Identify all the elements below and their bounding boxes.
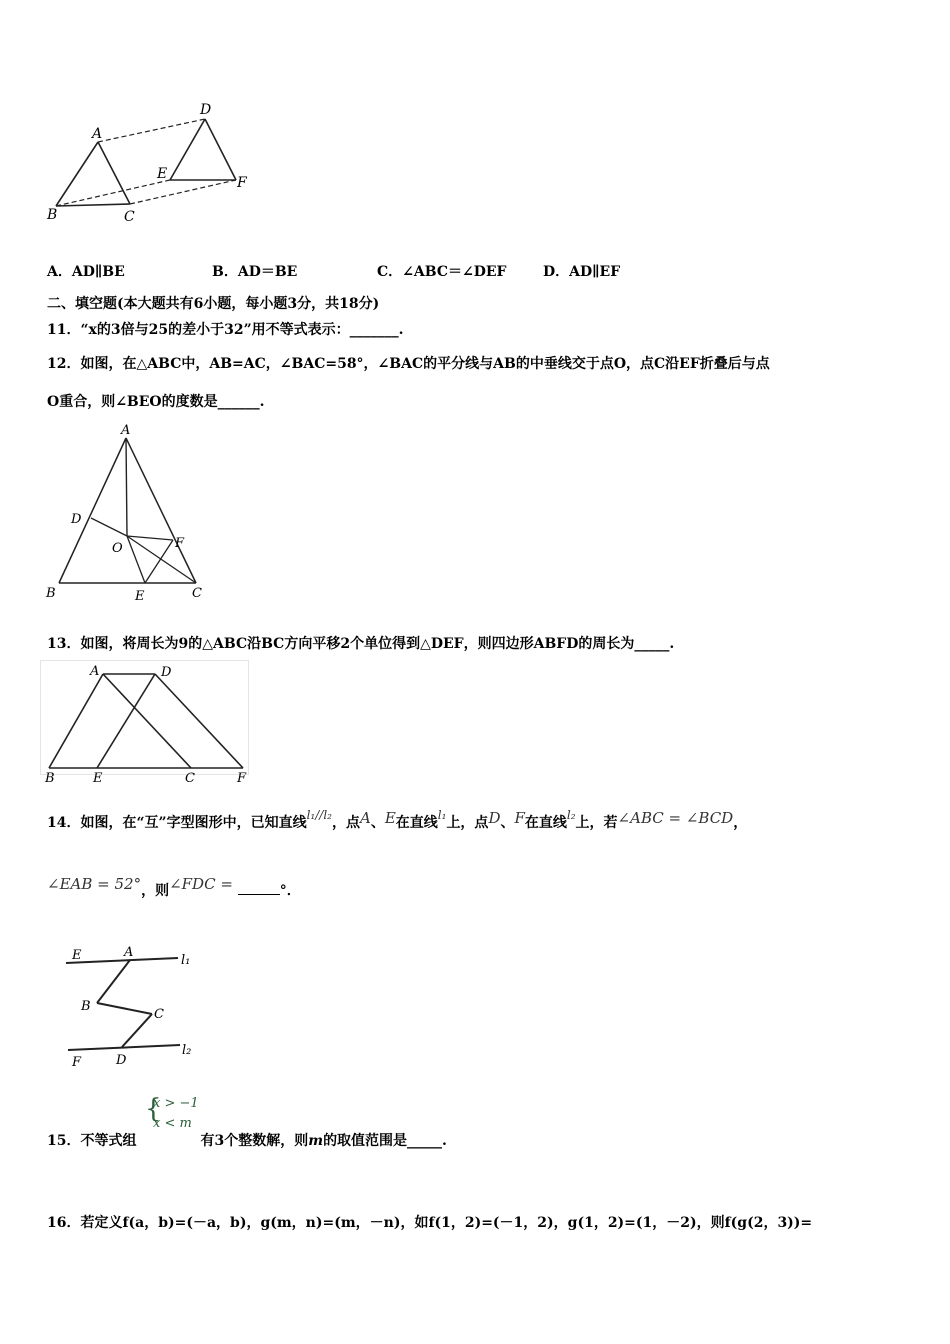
question-15 — [47, 1131, 447, 1151]
label-b: B — [81, 999, 91, 1014]
label-f: F — [72, 1055, 82, 1070]
q14-text-7: 在直线 — [524, 815, 567, 831]
q14-math-l2: l₂ — [566, 808, 576, 822]
q14-math-eab: ∠EAB = 52° — [47, 875, 142, 893]
figure-translated-triangle-abfd — [40, 660, 255, 788]
segment-ef — [145, 540, 173, 583]
segment-of — [127, 536, 173, 540]
label-c: C — [124, 209, 135, 225]
q14-text-8: 上，若 — [575, 815, 618, 831]
question-14-line1 — [47, 808, 748, 833]
segment-bc — [56, 204, 130, 206]
q14-math-d: D — [488, 809, 501, 827]
q14-text-2: ，点 — [331, 815, 360, 831]
q14-math-fdc: ∠FDC = — [169, 875, 233, 893]
label-e: E — [72, 948, 82, 963]
label-d: D — [71, 512, 82, 527]
q15-suffix2: 的取值范围是_____. — [323, 1133, 447, 1149]
q14-math-f: F — [514, 809, 525, 827]
segment-df — [205, 119, 236, 180]
q14-text-1: 14．如图，在“互”字型图形中，已知直线 — [47, 815, 307, 831]
q14-text-6: 、 — [500, 815, 515, 831]
label-f: F — [237, 771, 247, 786]
label-a: A — [121, 423, 131, 438]
label-f: F — [237, 175, 247, 191]
label-c: C — [192, 586, 202, 601]
q14-text-3: 、 — [370, 815, 385, 831]
label-a: A — [124, 945, 134, 960]
label-b: B — [47, 207, 58, 223]
label-d: D — [161, 665, 172, 680]
q14-math-e: E — [384, 809, 396, 827]
segment-do — [91, 518, 127, 536]
q15-suffix: 有3个整数解，则 — [200, 1133, 309, 1149]
segment-ab — [56, 142, 98, 206]
q14-math-parallel: l₁//l₂ — [306, 808, 332, 822]
section-heading: 二、填空题(本大题共有6小题，每小题3分，共18分) — [47, 296, 380, 312]
label-e: E — [135, 589, 145, 604]
q15-var-m: m — [308, 1133, 324, 1149]
question-14-line2 — [47, 875, 301, 901]
q14-math-angle-eq: ∠ABC = ∠BCD — [617, 809, 734, 827]
segment-oc — [127, 536, 196, 583]
question-12-line1: 12．如图，在△ABC中，AB=AC，∠BAC=58°，∠BAC的平分线与AB的中垂线交于点O，点C沿EF折叠后与点 — [47, 356, 770, 372]
label-o: O — [112, 541, 123, 556]
label-l1: l₁ — [181, 953, 191, 968]
q14-text-9: ， — [733, 815, 748, 831]
segment-bc — [97, 1003, 152, 1014]
q14-math-l1: l₁ — [437, 808, 447, 822]
label-f: F — [175, 536, 185, 551]
q14-text-4: 在直线 — [395, 815, 438, 831]
label-b: B — [45, 771, 55, 786]
label-d: D — [116, 1053, 127, 1068]
question-12-line2: O重合，则∠BEO的度数是______. — [47, 394, 265, 410]
segment-df — [155, 674, 243, 768]
option-a: A．AD∥BE — [47, 264, 125, 280]
q14-math-a: A — [359, 809, 371, 827]
label-a: A — [90, 664, 100, 679]
q14-answer-blank — [238, 882, 280, 895]
line-l1 — [66, 958, 178, 963]
question-11: 11．“x的3倍与25的差小于32”用不等式表示：_______. — [47, 322, 404, 338]
q14-text-5: 上，点 — [446, 815, 489, 831]
option-b: B．AD＝BE — [212, 264, 298, 280]
question-13: 13．如图，将周长为9的△ABC沿BC方向平移2个单位得到△DEF，则四边形ABFD的周长为_____. — [47, 636, 675, 652]
dashed-ad — [98, 119, 205, 142]
label-a: A — [92, 126, 103, 142]
segment-ab — [49, 674, 103, 768]
inequality-2: x < m — [153, 1116, 192, 1131]
label-l2: l₂ — [182, 1043, 192, 1058]
q15-prefix: 15．不等式组 — [47, 1133, 137, 1149]
label-e: E — [93, 771, 103, 786]
dashed-be — [56, 180, 170, 206]
question-16: 16．若定义f(a，b)=(－a，b)，g(m，n)=(m，－n)，如f(1，2)=(－1，2)，g(1，2)=(1，－2)，则f(g(2，3))= — [47, 1215, 813, 1231]
segment-cd — [122, 1014, 152, 1047]
dashed-cf — [130, 180, 236, 204]
inequality-1: x > −1 — [153, 1096, 199, 1111]
q14-text-11: °． — [279, 883, 301, 899]
label-b: B — [46, 586, 56, 601]
figure-hu-shape — [60, 940, 210, 1075]
segment-ab — [59, 438, 126, 583]
segment-ed — [170, 119, 205, 180]
option-c: C．∠ABC＝∠DEF — [377, 264, 507, 280]
label-c: C — [154, 1007, 164, 1022]
segment-ab — [97, 960, 130, 1003]
label-c: C — [185, 771, 195, 786]
q14-text-10: ，则 — [141, 883, 170, 899]
figure-isosceles-triangle — [40, 420, 210, 610]
label-d: D — [200, 102, 212, 118]
system-brace: { — [145, 1094, 162, 1124]
segment-ac — [98, 142, 130, 204]
segment-ao — [126, 438, 127, 536]
label-e: E — [157, 166, 168, 182]
figure-translated-triangles — [40, 95, 260, 230]
segment-oe — [127, 536, 145, 583]
option-d: D．AD∥EF — [543, 264, 621, 280]
